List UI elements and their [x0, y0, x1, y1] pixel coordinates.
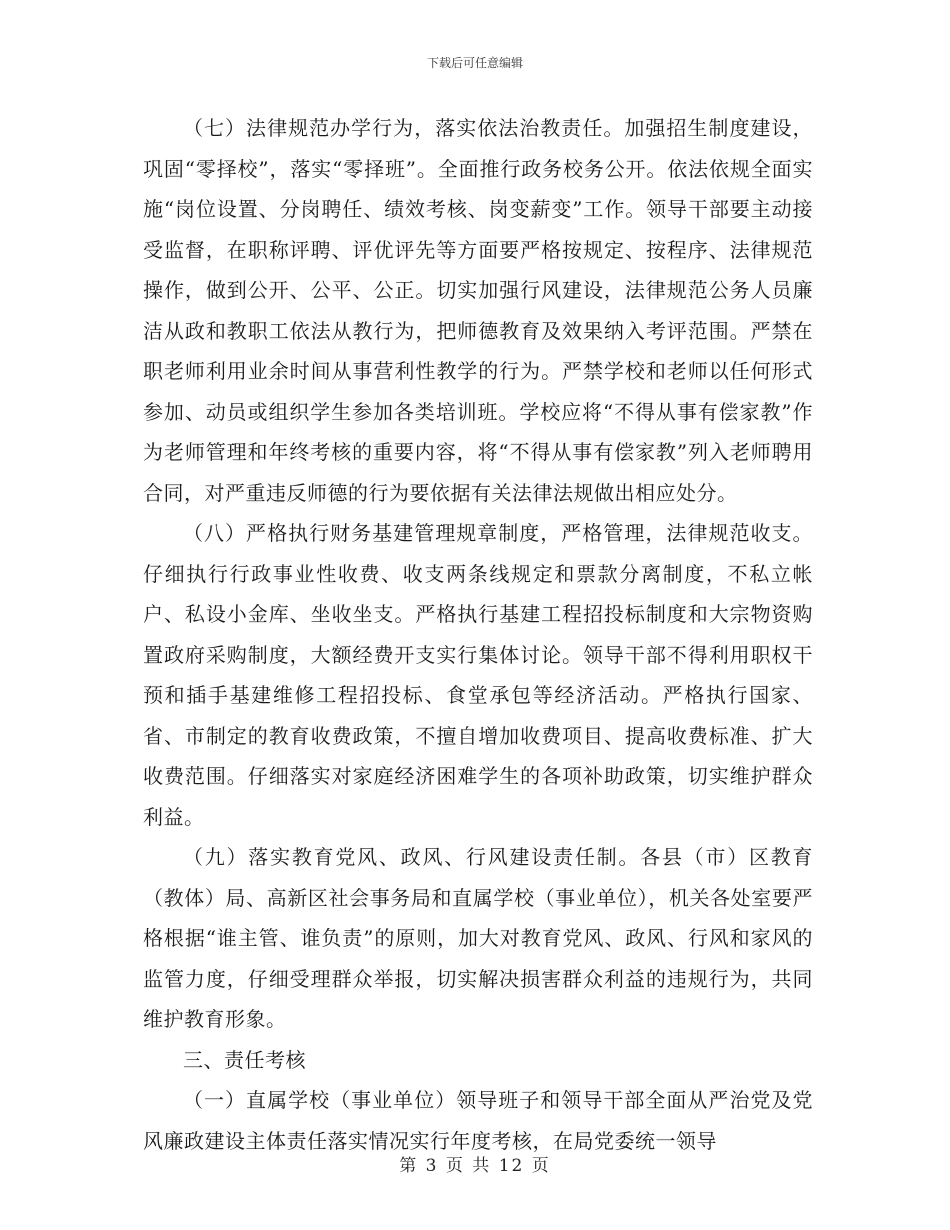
paragraph-assessment-1: （一）直属学校（事业单位）领导班子和领导干部全面从严治党及党风廉政建设主体责任落实情况实行年度考核，在局党委统一领导: [143, 1088, 813, 1153]
page-header: 下载后可任意编辑: [426, 56, 523, 70]
document-body: [143, 108, 813, 1161]
section-heading-responsibility-assessment: 三、责任考核: [183, 1047, 306, 1072]
paragraph-section-7: （七）法律规范办学行为，落实依法治教责任。加强招生制度建设，巩固“零择校”，落实“零择班”。全面推行政务校务公开。依法依规全面实施“岗位设置、分岗聘任、绩效考核、岗变薪变”工作。领导干部要主动接受监督，在职称评聘、评优评先等方面要严格按规定、按程序、法律规范操作，做到公开、公平、公正。切实加强行风建设，法律规范公务人员廉洁从政和教职工依法从教行为，把师德教育及效果纳入考评范围。严禁在职老师利用业余时间从事营利性教学的行为。严禁学校和老师以任何形式参加、动员或组织学生参加各类培训班。学校应将“不得从事有偿家教”作为老师管理和年终考核的重要内容，将“不得从事有偿家教”列入老师聘用合同，对严重违反师德的行为要依据有关法律法规做出相应处分。: [143, 116, 813, 505]
page-number: 第 3 页 共 12 页: [399, 1156, 551, 1176]
paragraph-section-9: （九）落实教育党风、政风、行风建设责任制。各县（市）区教育（教体）局、高新区社会事务局和直属学校（事业单位），机关各处室要严格根据“谁主管、谁负责”的原则，加大对教育党风、政风、行风和家风的监管力度，仔细受理群众举报，切实解决损害群众利益的违规行为，共同维护教育形象。: [143, 845, 813, 1031]
paragraph-section-8: （八）严格执行财务基建管理规章制度，严格管理，法律规范收支。仔细执行行政事业性收费、收支两条线规定和票款分离制度，不私立帐户、私设小金库、坐收坐支。严格执行基建工程招投标制度和大宗物资购置政府采购制度，大额经费开支实行集体讨论。领导干部不得利用职权干预和插手基建维修工程招投标、食堂承包等经济活动。严格执行国家、省、市制定的教育收费政策，不擅自增加收费项目、提高收费标准、扩大收费范围。仔细落实对家庭经济困难学生的各项补助政策，切实维护群众利益。: [143, 521, 813, 829]
